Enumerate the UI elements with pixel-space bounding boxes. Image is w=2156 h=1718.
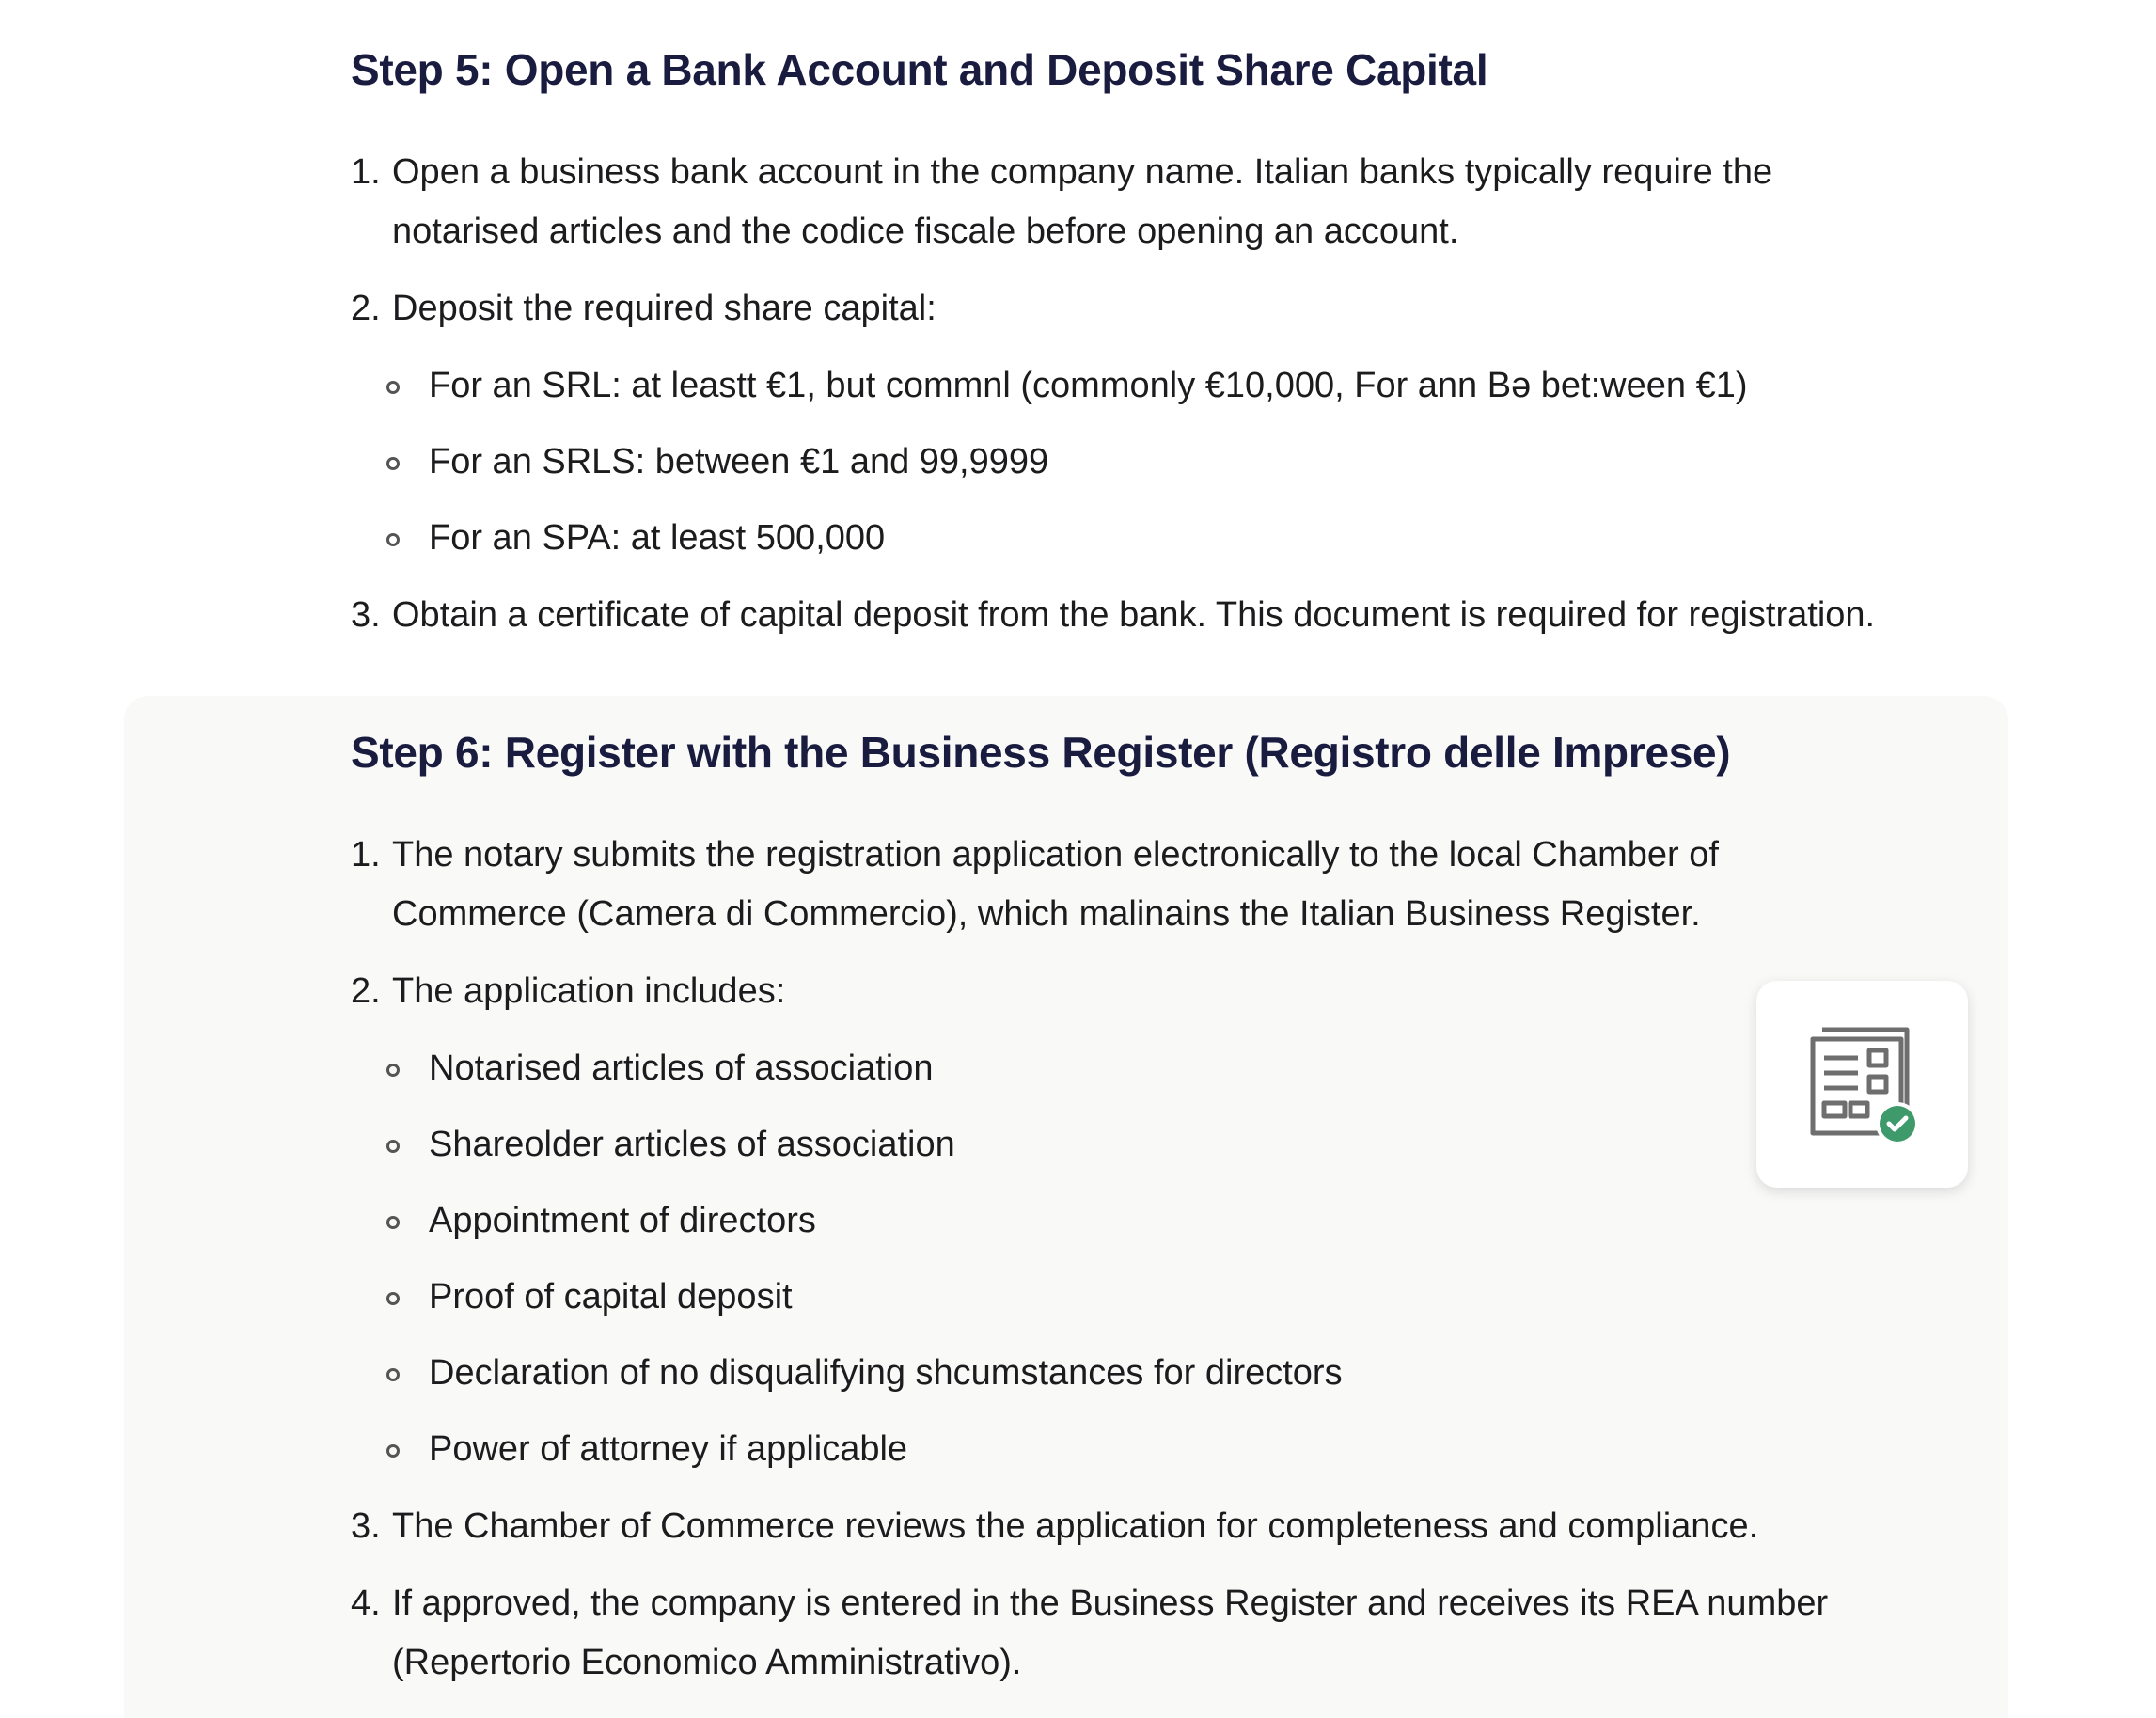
step6-list	[351, 826, 2043, 1693]
list-item	[351, 826, 1887, 944]
step5-list	[351, 143, 2043, 645]
item-number: 3.	[351, 1506, 381, 1546]
item-number: 2.	[351, 971, 381, 1011]
sub-list-item: For an SRLS: between €1 and 99,9999	[351, 433, 2043, 492]
document-check-card	[1756, 981, 1968, 1188]
sub-list-item: For an SPA: at least 500,000	[351, 509, 2043, 568]
item-number: 1.	[351, 152, 381, 192]
step6-section	[351, 718, 2043, 1710]
step5-sublist	[351, 356, 2043, 568]
step5-section	[351, 36, 2043, 663]
list-item	[351, 1497, 2043, 1556]
sub-list-item: Proof of capital deposit	[351, 1268, 2043, 1327]
item-number: 3.	[351, 595, 381, 635]
step5-heading: Step 5: Open a Bank Account and Deposit Share Capital	[351, 45, 1488, 94]
step6-heading: Step 6: Register with the Business Register (Registro delle Imprese)	[351, 728, 1731, 777]
item-text: The Chamber of Commerce reviews the application for completeness and compliance.	[392, 1506, 1759, 1546]
item-text: Obtain a certificate of capital deposit from the bank. This document is required for registration.	[392, 595, 1876, 635]
sub-list-item: Shareolder articles of association	[351, 1115, 2043, 1174]
item-text: Deposit the required share capital:	[392, 289, 936, 328]
item-number: 2.	[351, 289, 381, 328]
list-item	[351, 143, 1915, 261]
item-text: Open a business bank account in the company name. Italian banks typically require the notarised articles and the codice fiscale before opening an account.	[392, 152, 1773, 251]
item-number: 4.	[351, 1584, 381, 1623]
item-text: The notary submits the registration application electronically to the local Chamber of Commerce (Camera di Commercio), which malinains the Italian Business Register.	[392, 835, 1719, 934]
item-text: If approved, the company is entered in the Business Register and receives its REA number (Repertorio Economico Amministrativo).	[392, 1584, 1829, 1682]
list-item	[351, 1574, 1972, 1693]
sub-list-item: For an SRL: at leastt €1, but commnl (commonly €10,000, For ann Bə bet:ween €1)	[351, 356, 2043, 416]
list-item	[351, 586, 2043, 645]
sub-list-item: Appointment of directors	[351, 1191, 2043, 1251]
sub-list-item: Declaration of no disqualifying shcumstances for directors	[351, 1344, 2043, 1403]
list-item	[351, 279, 2043, 568]
sub-list-item: Power of attorney if applicable	[351, 1420, 2043, 1479]
document-check-icon	[1800, 1018, 1931, 1150]
sub-list-item: Notarised articles of association	[351, 1039, 2043, 1098]
item-text: The application includes:	[392, 971, 786, 1011]
item-number: 1.	[351, 835, 381, 875]
